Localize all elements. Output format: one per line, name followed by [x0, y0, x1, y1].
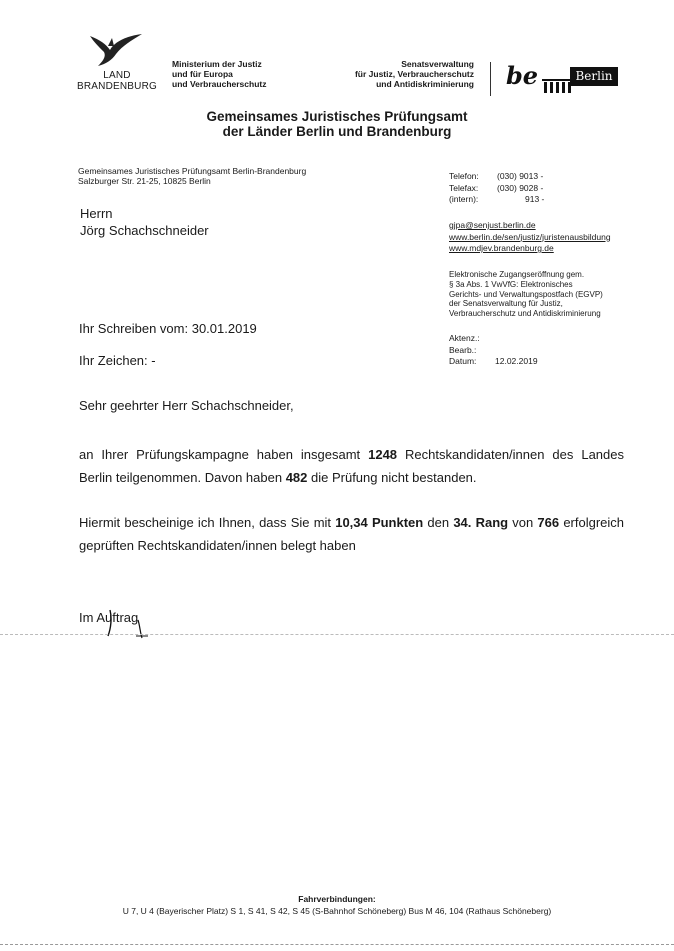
paragraph-certification — [79, 511, 624, 557]
web-link[interactable]: www.berlin.de/sen/justiz/juristenausbildung — [449, 231, 611, 242]
egvp-line: Elektronische Zugangseröffnung gem. — [449, 270, 585, 279]
aktenz-label: Aktenz.: — [449, 333, 480, 343]
text-run: Rechtskandidaten/innen des Landes Berlin teilgenommen. Davon haben — [79, 447, 624, 485]
datum-label: Datum: — [449, 356, 477, 366]
text-run: von — [508, 515, 538, 530]
telefax-value: (030) 9028 - — [497, 182, 544, 193]
senate-line: für Justiz, Verbraucherschutz — [354, 69, 474, 79]
fold-line — [0, 634, 674, 635]
telefon-value: (030) 9013 - — [497, 171, 544, 181]
web-link[interactable]: www.mdjev.brandenburg.de — [449, 243, 554, 253]
footer-transit: U 7, U 4 (Bayerischer Platz) S 1, S 41, S 42, S 45 (S-Bahnhof Schöneberg) Bus M 46, 104 (Rathaus Schöneberg) — [122, 906, 552, 916]
ministry-name — [172, 59, 266, 89]
bottom-edge-line — [0, 944, 674, 945]
sender-line: Salzburger Str. 21-25, 10825 Berlin — [78, 176, 211, 186]
recipient-address — [80, 205, 209, 239]
paragraph-participants — [79, 443, 624, 489]
text-run: die Prüfung nicht bestanden. — [307, 470, 477, 485]
header-divider — [490, 62, 491, 96]
footer-title: Fahrverbindungen: — [298, 894, 376, 904]
berlin-label: Berlin — [570, 67, 618, 86]
ministry-line: Ministerium der Justiz — [172, 59, 262, 69]
telefon-label: Telefon: — [449, 171, 479, 181]
text-run: Hiermit bescheinige ich Ihnen, dass Sie mit — [79, 515, 336, 530]
egvp-line: der Senatsverwaltung für Justiz, — [449, 299, 563, 309]
be-text: be — [506, 61, 539, 90]
links-block — [449, 220, 611, 255]
office-title-line: der Länder Berlin und Brandenburg — [222, 124, 452, 139]
senate-line: und Antidiskriminierung — [376, 79, 474, 89]
text-run: an Ihrer Prüfungskampagne haben insgesamt — [79, 447, 369, 462]
recipient-salutation: Herrn — [80, 206, 113, 221]
logo-brandenburg: BRANDENBURG — [77, 81, 157, 92]
points-value: 10,34 Punkten — [335, 515, 424, 530]
ihr-zeichen: Ihr Zeichen: - — [79, 353, 156, 368]
sender-line: Gemeinsames Juristisches Prüfungsamt Berlin-Brandenburg — [78, 166, 307, 176]
greeting: Sehr geehrter Herr Schachschneider, — [79, 398, 294, 413]
recipient-name: Jörg Schachschneider — [80, 223, 209, 238]
intern-label: (intern): — [449, 194, 479, 204]
ministry-line: und für Europa — [172, 69, 233, 79]
text-run: den — [423, 515, 454, 530]
total-count: 1248 — [368, 447, 398, 462]
email-link[interactable]: gjpa@senjust.berlin.de — [449, 220, 536, 230]
egvp-line: Verbraucherschutz und Antidiskriminierung — [449, 309, 601, 319]
office-title-line: Gemeinsames Juristisches Prüfungsamt — [206, 109, 468, 124]
sender-address — [78, 166, 306, 186]
senate-line: Senatsverwaltung — [401, 59, 474, 69]
ihr-schreiben: Ihr Schreiben vom: 30.01.2019 — [79, 321, 257, 336]
ministry-line: und Verbraucherschutz — [172, 79, 267, 89]
rank-total: 766 — [537, 515, 560, 530]
egvp-line: Gerichts- und Verwaltungspostfach (EGVP) — [449, 289, 603, 299]
office-title — [0, 109, 674, 139]
closing-text: Im Auftrag — [79, 610, 139, 625]
bearb-label: Bearb.: — [449, 344, 477, 355]
contact-block — [449, 171, 544, 206]
reference-meta — [449, 333, 538, 368]
senate-name — [318, 59, 474, 89]
intern-value: 913 - — [525, 194, 545, 204]
telefax-label: Telefax: — [449, 182, 479, 193]
failed-count: 482 — [285, 470, 308, 485]
eagle-icon — [86, 30, 146, 70]
brandenburg-gate-icon — [542, 79, 572, 93]
text-run: erfolgreich geprüften Rechtskandidaten/innen belegt haben — [79, 515, 625, 553]
logo-land: LAND — [103, 70, 131, 81]
datum-value: 12.02.2019 — [495, 356, 538, 366]
rank-value: 34. Rang — [453, 515, 509, 530]
egvp-line: § 3a Abs. 1 VwVfG: Elektronisches — [449, 279, 573, 289]
egvp-notice — [449, 270, 639, 319]
